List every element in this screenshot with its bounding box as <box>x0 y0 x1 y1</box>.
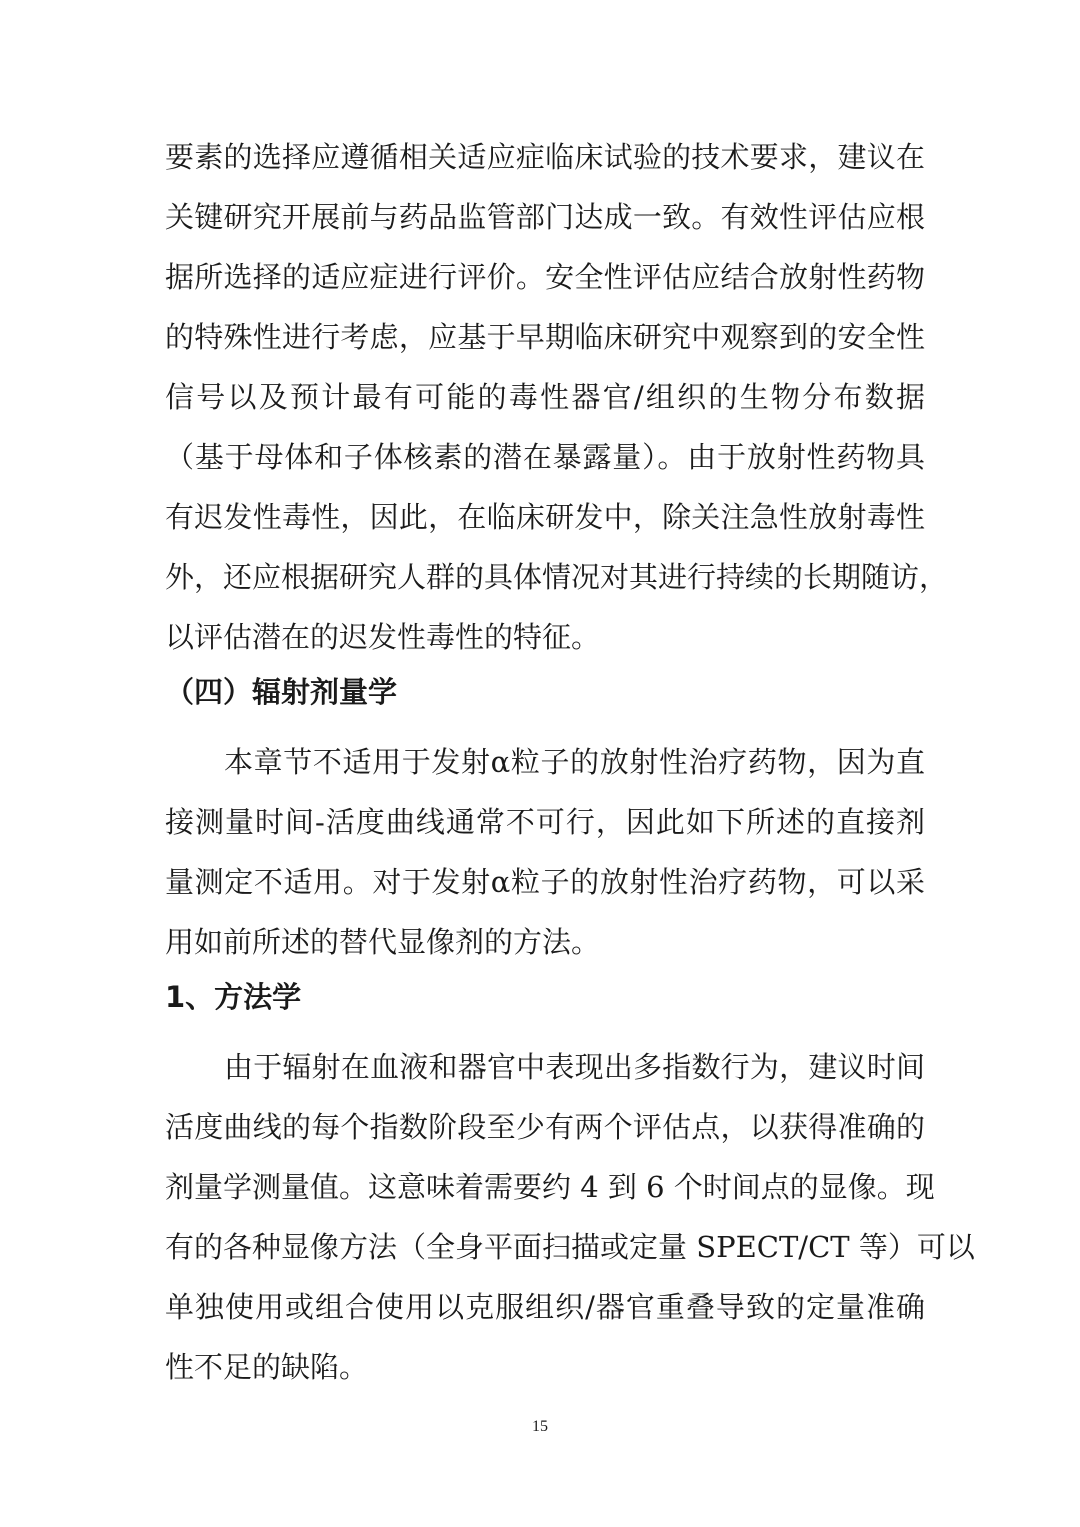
paragraph-1-line-3: 据所选择的适应症进行评价。安全性评估应结合放射性药物 <box>165 260 925 294</box>
paragraph-1-line-8: 外，还应根据研究人群的具体情况对其进行持续的长期随访， <box>165 560 949 594</box>
paragraph-2-line-1: 本章节不适用于发射α粒子的放射性治疗药物，因为直 <box>224 745 925 779</box>
paragraph-1-line-2: 关键研究开展前与药品监管部门达成一致。有效性评估应根 <box>165 200 925 234</box>
paragraph-1-line-7: 有迟发性毒性，因此，在临床研发中，除关注急性放射毒性 <box>165 500 925 534</box>
paragraph-2-line-4: 用如前所述的替代显像剂的方法。 <box>165 925 601 959</box>
paragraph-2-line-2: 接测量时间-活度曲线通常不可行，因此如下所述的直接剂 <box>165 805 925 839</box>
paragraph-3-line-3: 剂量学测量值。这意味着需要约 4 到 6 个时间点的显像。现 <box>165 1170 935 1204</box>
section-heading-dosimetry: （四）辐射剂量学 <box>165 675 398 709</box>
paragraph-1-line-5: 信号以及预计最有可能的毒性器官/组织的生物分布数据 <box>165 380 925 414</box>
paragraph-3-line-5: 单独使用或组合使用以克服组织/器官重叠导致的定量准确 <box>165 1290 925 1324</box>
paragraph-3-line-1: 由于辐射在血液和器官中表现出多指数行为，建议时间 <box>224 1050 925 1084</box>
paragraph-1-line-1: 要素的选择应遵循相关适应症临床试验的技术要求，建议在 <box>165 140 925 174</box>
page-number: 15 <box>532 1418 548 1435</box>
subsection-heading-methodology: 1、方法学 <box>165 980 302 1014</box>
paragraph-3-line-2: 活度曲线的每个指数阶段至少有两个评估点，以获得准确的 <box>165 1110 925 1144</box>
paragraph-2-line-3: 量测定不适用。对于发射α粒子的放射性治疗药物，可以采 <box>165 865 925 899</box>
paragraph-1-line-9: 以评估潜在的迟发性毒性的特征。 <box>165 620 601 654</box>
paragraph-1-line-4: 的特殊性进行考虑，应基于早期临床研究中观察到的安全性 <box>165 320 925 354</box>
paragraph-3-line-4: 有的各种显像方法（全身平面扫描或定量 SPECT/CT 等）可以 <box>165 1230 975 1264</box>
paragraph-3-line-6: 性不足的缺陷。 <box>165 1350 369 1384</box>
paragraph-1-line-6: （基于母体和子体核素的潜在暴露量）。由于放射性药物具 <box>165 440 925 474</box>
